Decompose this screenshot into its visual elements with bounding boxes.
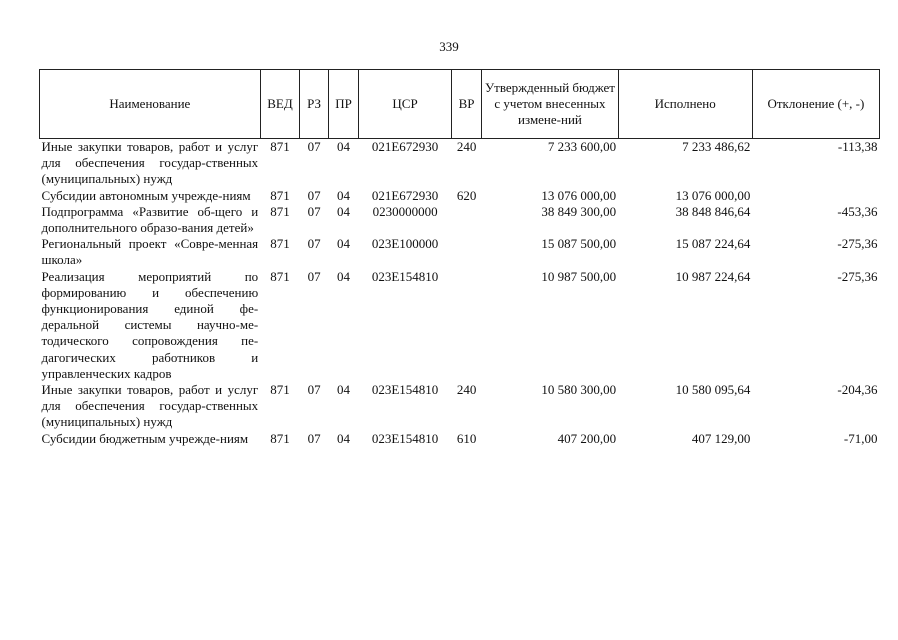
row-name: Иные закупки товаров, работ и услуг для обеспечения государ-ственных (муниципальных) нужд xyxy=(41,139,259,187)
header-executed: Исполнено xyxy=(618,70,752,139)
row-vr xyxy=(451,236,482,268)
row-ved: 871 xyxy=(270,430,290,446)
row-rz: 07 xyxy=(307,139,321,154)
row-csr: 021Е672930 xyxy=(371,139,439,154)
row-deviation: -275,36 xyxy=(837,236,878,252)
row-rz: 07 xyxy=(307,187,321,203)
row-vr: 620 xyxy=(456,187,477,203)
row-approved: 38 849 300,00 xyxy=(541,203,617,219)
row-executed: 10 987 224,64 xyxy=(675,268,751,284)
row-deviation xyxy=(752,188,879,204)
row-name: Подпрограмма «Развитие об-щего и дополнительного образо-вания детей» xyxy=(41,203,259,236)
table-row xyxy=(40,139,880,188)
row-csr: 021Е672930 xyxy=(371,187,439,203)
row-rz: 07 xyxy=(307,430,321,446)
row-vr: 610 xyxy=(456,430,477,446)
row-approved: 407 200,00 xyxy=(557,430,617,446)
header-deviation: Отклонение (+, -) xyxy=(752,70,879,139)
row-csr: 023Е154810 xyxy=(371,268,439,284)
row-executed: 38 848 846,64 xyxy=(675,203,751,219)
header-row xyxy=(40,70,880,139)
row-name: Региональный проект «Совре-менная школа» xyxy=(41,236,259,268)
row-approved: 7 233 600,00 xyxy=(547,139,617,154)
row-ved: 871 xyxy=(270,187,290,203)
header-name: Наименование xyxy=(40,70,261,139)
row-approved: 10 987 500,00 xyxy=(541,268,617,284)
row-name: Субсидии автономным учрежде-ниям xyxy=(41,187,251,203)
header-rz: РЗ xyxy=(300,70,328,139)
row-name: Субсидии бюджетным учрежде-ниям xyxy=(41,430,249,446)
table-row xyxy=(40,382,880,431)
row-vr: 240 xyxy=(456,139,477,154)
row-name: Иные закупки товаров, работ и услуг для обеспечения государ-ственных (муниципальных) нужд xyxy=(41,382,259,430)
row-name: Реализация мероприятий по формированию и обеспечению функционирования единой фе-деральной системы научно-ме-тодического сопровождения пе-дагогических работников и управленческих кадров xyxy=(41,268,259,381)
row-csr: 023Е100000 xyxy=(371,236,439,252)
row-approved: 10 580 300,00 xyxy=(541,382,617,398)
row-rz: 07 xyxy=(307,203,321,219)
header-approved: Утвержденный бюджет с учетом внесенных измене-ний xyxy=(482,70,618,139)
row-approved: 15 087 500,00 xyxy=(541,236,617,252)
row-deviation: -71,00 xyxy=(843,430,878,446)
header-csr: ЦСР xyxy=(359,70,452,139)
header-pr: ПР xyxy=(328,70,359,139)
row-vr xyxy=(451,269,482,382)
row-ved: 871 xyxy=(270,203,290,219)
table-row xyxy=(40,431,880,447)
row-ved: 871 xyxy=(270,139,290,154)
row-deviation: -453,36 xyxy=(837,203,878,219)
row-csr: 023Е154810 xyxy=(371,382,439,398)
table-row xyxy=(40,188,880,204)
row-executed: 13 076 000,00 xyxy=(675,187,751,203)
table-row xyxy=(40,236,880,268)
row-pr: 04 xyxy=(337,236,351,252)
row-vr: 240 xyxy=(456,382,477,398)
row-deviation: -204,36 xyxy=(837,382,878,398)
row-rz: 07 xyxy=(307,236,321,252)
row-ved: 871 xyxy=(270,268,290,284)
row-csr: 023Е154810 xyxy=(371,430,439,446)
row-ved: 871 xyxy=(270,382,290,398)
table-row xyxy=(40,269,880,382)
row-vr xyxy=(451,204,482,236)
row-ved: 871 xyxy=(270,236,290,252)
row-csr: 0230000000 xyxy=(372,203,438,219)
table-row xyxy=(40,204,880,236)
header-ved: ВЕД xyxy=(260,70,300,139)
row-deviation: -113,38 xyxy=(837,139,878,154)
row-pr: 04 xyxy=(337,430,351,446)
row-executed: 407 129,00 xyxy=(691,430,751,446)
row-rz: 07 xyxy=(307,382,321,398)
row-approved: 13 076 000,00 xyxy=(541,187,617,203)
row-executed: 15 087 224,64 xyxy=(675,236,751,252)
page-number: 339 xyxy=(439,39,459,54)
row-executed: 7 233 486,62 xyxy=(682,139,751,154)
row-pr: 04 xyxy=(337,203,351,219)
row-executed: 10 580 095,64 xyxy=(675,382,751,398)
budget-table xyxy=(39,69,880,447)
row-pr: 04 xyxy=(337,268,351,284)
row-pr: 04 xyxy=(337,382,351,398)
row-rz: 07 xyxy=(307,268,321,284)
row-pr: 04 xyxy=(337,187,351,203)
header-vr: ВР xyxy=(451,70,482,139)
row-deviation: -275,36 xyxy=(837,268,878,284)
row-pr: 04 xyxy=(337,139,351,154)
